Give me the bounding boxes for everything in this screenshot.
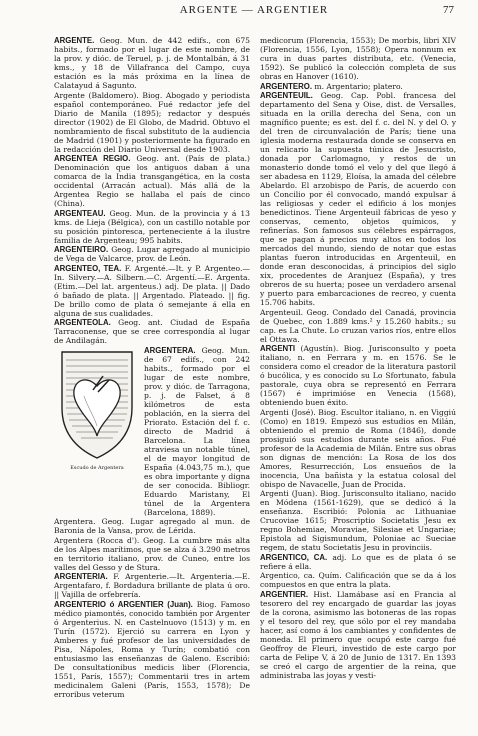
argentera-block [54,346,250,518]
headword: ARGENTICO, CA. [260,552,328,562]
entry-text: Argentera (Rocca d'). Geog. La cumbre más alta de los Alpes marítimos, que se alza á 3.290 metros en territorio italiano, prov. de Cuneo, entre los valles del Gesso y de Stura. [54,535,250,572]
entry-text: Geog. Mun. de 67 edifs., con 242 habits., formado por el lugar de este nombre, prov. y dióc. de Tarragona, p. j. de Falset, á 8 kilómetros de esta población, en la sierra del Priorato. Estación del f. c. directo de Madrid á Barcelona. La línea atraviesa un notable túnel, el de mayor longitud de España (4.043,75 m.), que es obra importante y digna de ser conocida. Bibliogr. Eduardo Maristany, El túnel de la Argentera (Barcelona, 1889). [144,345,250,517]
headword: ARGENTEOLA. [54,318,111,327]
entry-argenti-agustin [260,344,456,407]
entry-argentico [260,553,456,571]
entry-text: Argente (Baldomero). Biog. Abogado y periodista español contemporáneo. Fué redactor jefe del Diario de Manila (1895); redactor y después director (1902) de El Globo, de Madrid. Obtuvo el nombramiento de fiscal substituto de la audiencia de Madrid (1901) y posteriormente ha figurado en la redacción del Diario Universal desde 1903. [54,90,250,154]
entry-argentea-regio [54,154,250,208]
entry-argentero [260,82,456,91]
entry-rocca-argentera [54,536,250,572]
entry-argenteola [54,318,250,345]
entry-argentico-quim [260,571,456,589]
entry-text: (Agustín). Biog. Jurisconsulto y poeta italiano, n. en Ferrara y m. en 1576. Se le considera como el creador de la literatura pastoril ó bucólica, y es conocido su Lo Sfortunato, fabula pastorale, cuya obra se representó en Ferrara (1567) é imprimióse en Venecia (1568), obteniendo buen éxito. [260,344,456,407]
entry-text: Hist. Llamábase así en Francia al tesorero del rey encargado de guardar las joyas de la corona, asimismo las botoneras de las ropas y el tesoro del rey, que sólo por el rey mandaba hacer, así como á los cambiantes y confidentes de moneda. El primero que ocupó este cargo fué Geoffroy de Fleuri, investido de este cargo por carta de Felipe V, á 20 de Junio de 1317. En 1393 se creó el cargo de argentier de la reina, que administraba las joyas y vesti- [260,589,456,680]
entry-text: adj. Lo que es de plata ó se refiere á ella. [260,552,456,571]
headword: ARGENTERO. [260,81,312,91]
headword: ARGENTEO, TEA. [54,263,122,273]
entry-text: Argenti (Juan). Biog. Jurisconsulto italiano, nacido en Módena (1561-1629), que se dedicó á la enseñanza. Escribió: Polonia ac Lithuaniae Crucoviae 1615; Proscriptio Societatis Jesu ex regno Bohemiae, Moraviae, Silesiae et Ungariae; Epistola ad Sigismundum, Poloniae ac Sueciae regem, de statu Societatis Jesu in provinciis. [260,489,456,552]
left-column [54,36,250,726]
entry-text: Geog. Mun. de la provincia y á 13 kms. de Lieja (Bélgica), con un castillo notable por su posición pintoresca, perteneciente á la ilustre familia de Argenteau; 995 habits. [54,208,250,245]
entry-text: medicorum (Florencia, 1553); De morbis, libri XIV (Florencia, 1556, Lyon, 1558); Opera nonnum ex cura in duas partes distributa, etc. (Venecia, 1592). Se publicó la colección completa de sus obras en Hanover (1610). [260,36,456,81]
entry-text: m. Argentario; platero. [314,81,403,91]
crest-side-text [144,346,250,518]
entry-text: Argenti (José). Biog. Escultor italiano, n. en Viggiú (Como) en 1819. Empezó sus estudios en Milán, obteniendo el premio de Roma (1846), donde prosiguió sus estudios durante seis años. Fué profesor de la Academia de Milán. Entre sus obras son dignas de mención: La Rosa de los dos Amores, Resurrección, Los ensueños de la inocencia, Una bañista y la estatua colosal del obispo de Navacelle, Juan de Procida. [260,407,456,489]
headword: ARGENTERA. [144,345,196,355]
entry-text: Geog. ant. Ciudad de España Tarraconense, que se cree correspondía al lugar de Andilagán. [54,318,250,345]
entry-argente-baldomero [54,91,250,154]
coat-of-arms-image [54,346,140,464]
entry-text: Argentico, ca. Quím. Calificación que se da á los compuestos en que entra la plata. [260,571,456,589]
headword: ARGENTEAU. [54,208,106,218]
entry-argenti-juan [260,489,456,552]
entry-argentera [144,346,250,517]
running-head: ARGENTE — ARGENTIER [179,4,329,16]
entry-text: Biog. Famoso médico piamontés, conocido también por Argenter ó Argenterius. N. en Castelnuovo (1513) y m. en Turín (1572). Ejerció su carrera en Lyon y Amberes y fué profesor de las universidades de Pisa, Nápoles, Roma y Turín; combatió con entusiasmo las enseñanzas de Galeno. Escribió: De consultationibus medicis liber (Florencia, 1551, París, 1557); Commentarii tres in artem medicinalem Galeni (París, 1553, 1578); De erroribus veterum [54,599,250,699]
entry-argenterio-cont [260,36,456,81]
page-number: 77 [443,4,454,16]
right-column [260,36,456,726]
entry-argenterio [54,600,250,699]
entry-argenteiro [54,245,250,263]
headword: ARGENTEUIL. [260,91,313,100]
entry-argenteuil-canada [260,308,456,344]
headword: ARGENTERIO ó ARGENTIER (Juan). [54,599,193,609]
crest-caption: Escudo de Argentera [70,464,124,471]
entry-text: Geog. Cap. Pobl. francesa del departamento del Sena y Oise, dist. de Versalles, situada en la orilla derecha del Sena, con un magnífico puente; es est. del f. c. del N. y del O. y del tren de circunvalación de París; tiene una iglesia moderna restaurada donde se conserva en un relicario la supuesta túnica de Jesucristo, donada por Carlomagno, y restos de un monasterio donde tomó el velo y del que llegó á ser abadesa en 1129, Eloísa, la amada del célebre Abelardo. El arzobispo de París, de acuerdo con un Concilio por él convocado, mandó expulsar á las religiosas y ceder el edificio á los monjes benedictinos. Tiene Argenteuil fábricas de yeso y conservas, cemento, objetos químicos, y refinerías. Son famosos sus célebres espárragos, que se pagan á precios muy altos en todos los mercados del mundo, siendo de notar que estas plantas fueron introducidas en Argenteuil, en donde eran desconocidas, á principios del siglo xix, procedentes de Aranjuez (España), y tres obreros de su huerta; posee un verdadero arsenal y puerto para embarcaciones de recreo, y cuenta 15.706 habits. [260,91,456,307]
entry-argenteria [54,572,250,599]
headword: ARGENTERIA. [54,572,108,581]
page-header [54,4,454,24]
entry-argenteo [54,264,250,318]
entry-text: Argentera. Geog. Lugar agregado al mun. de Baronia de la Vansa, prov. de Lérida. [54,517,250,535]
entry-argentier [260,590,456,680]
entry-argente [54,36,250,90]
entry-argentera-lerida [54,517,250,535]
entry-argenteuil [260,91,456,307]
headword: ARGENTIER. [260,589,309,599]
headword: ARGENTEIRO. [54,245,109,254]
headword: ARGENTI [260,344,296,353]
entry-text: Geog. ant. (País de plata.) Denominación que los antiguos daban á una comarca de la India transgangética, en la costa occidental (Arracán actual). Más allá de la Argentea Regio se hallaba el país de cinco (China). [54,154,250,208]
entry-text: Geog. Mun. de 442 edifs., con 675 habits., formado por el lugar de este nombre, de la prov. y dióc. de Teruel, p. j. de Montalbán, á 31 kms., y 18 de Villafranca del Campo, cuya estación es la más próxima en la línea de Calatayud á Sagunto. [54,36,250,90]
entry-argenteau [54,209,250,245]
entry-text: Argenteuil. Geog. Condado del Canadá, provincia de Quebec, con 1.889 kms.² y 15.260 habits.; su cap. es La Chute. Lo cruzan varios ríos, entre ellos el Ottawa. [260,307,456,344]
entry-text: F. Argenterie.—It. Argenteria.—E. Argentafaro, f. Bordadura brillante de plata ú oro. || Vajilla de orfebrería. [54,572,250,599]
crest-figure [54,346,140,471]
entry-text: F. Argenté.—It. y P. Argenteo.—In. Silvery.—A. Silbern.—C. Argentí.—E. Argenta. (Etim.—Del lat. argenteus.) adj. De plata. || Dado ó bañado de plata. || Argentado. Plateado. || fig. De brillo como de plata ó semejante á ella en alguna de sus cualidades. [54,263,250,318]
entry-argenti-jose [260,408,456,489]
headword: ARGENTEA REGIO. [54,154,131,163]
entry-text: Geog. Lugar agregado al municipio de Vega de Valcarce, prov. de León. [54,245,250,263]
headword: ARGENTE. [54,36,95,45]
